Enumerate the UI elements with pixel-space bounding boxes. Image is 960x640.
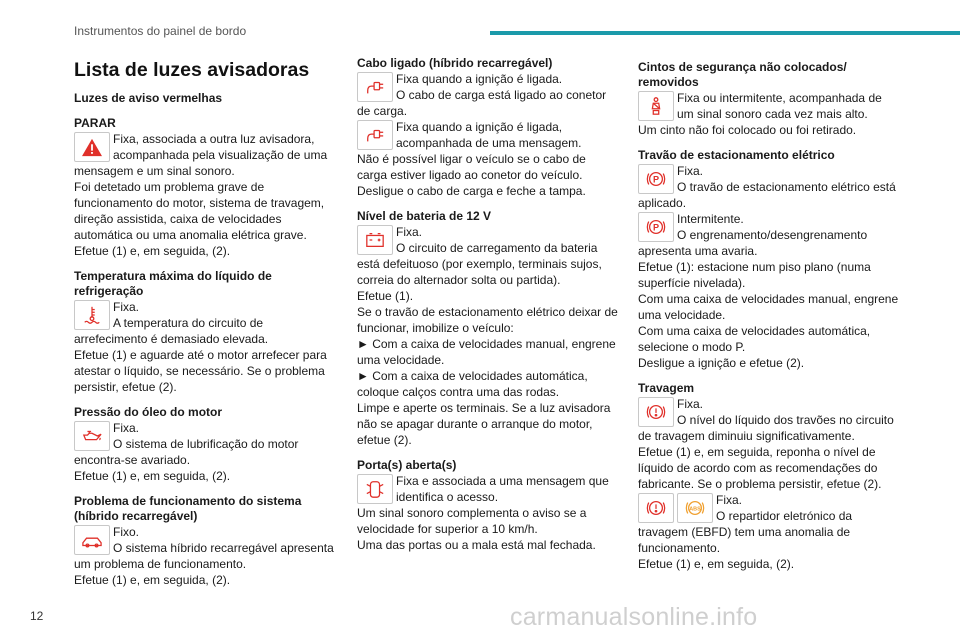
entry-text: Um cinto não foi colocado ou foi retirado. xyxy=(638,123,857,137)
entry-text: Com uma caixa de velocidades automática, selecione o modo P. xyxy=(638,324,871,354)
warning-entry xyxy=(638,396,900,492)
entry-text: ► Com a caixa de velocidades manual, engrene uma velocidade. xyxy=(357,337,616,367)
entry-heading: Nível de bateria de 12 V xyxy=(357,209,492,223)
section-subtitle: Luzes de aviso vermelhas xyxy=(74,91,223,105)
column-1 xyxy=(74,57,336,588)
entry-text: O sistema de lubrificação do motor encontra-se avariado. xyxy=(74,437,299,467)
entry-heading: Problema de funcionamento do sistema (híbrido recarregável) xyxy=(74,494,302,523)
battery-icon xyxy=(357,225,393,255)
oil-pressure-icon xyxy=(74,421,110,451)
stop-triangle-icon xyxy=(74,132,110,162)
entry-text: Efetue (1) e, em seguida, (2). xyxy=(638,557,795,571)
parking-brake-icon xyxy=(638,164,674,194)
entry-heading: Pressão do óleo do motor xyxy=(74,405,223,419)
entry-text: Efetue (1) e, em seguida, reponha o nível de líquido de acordo com as recomendações do fabricante. Se o problema persistir, efetue (2). xyxy=(638,445,882,491)
watermark: carmanualsonline.info xyxy=(510,603,758,631)
svg-text:P: P xyxy=(652,174,660,185)
door-open-icon xyxy=(357,474,393,504)
entry-text: O sistema híbrido recarregável apresenta um problema de funcionamento. xyxy=(74,541,334,571)
entry-text: Um sinal sonoro complementa o aviso se a velocidade for superior a 10 km/h. xyxy=(357,506,587,536)
entry-text: Intermitente. xyxy=(677,212,744,226)
entry-text: Com uma caixa de velocidades manual, engrene uma velocidade. xyxy=(638,292,899,322)
warning-entry xyxy=(74,524,336,588)
entry-text: Fixa quando a ignição é ligada. xyxy=(396,72,563,86)
entry-text: Não é possível ligar o veículo se o cabo de carga estiver ligado ao conetor do veículo. xyxy=(357,152,586,182)
entry-text: O nível do líquido dos travões no circuito de travagem diminuiu significativamente. xyxy=(638,413,894,443)
entry-heading: PARAR xyxy=(74,116,116,130)
warning-entry xyxy=(74,299,336,395)
warning-entry xyxy=(357,473,619,553)
entry-text: Efetue (1) e, em seguida, (2). xyxy=(74,244,231,258)
entry-text: Desligue a ignição e efetue (2). xyxy=(638,356,805,370)
entry-text: O travão de estacionamento elétrico está aplicado. xyxy=(638,180,896,210)
entry-text: Uma das portas ou a mala está mal fechada. xyxy=(357,538,596,552)
page-number: 12 xyxy=(30,609,44,623)
svg-text:P: P xyxy=(652,222,660,233)
entry-text: ► Com a caixa de velocidades automática, coloque calços contra uma das rodas. xyxy=(357,369,588,399)
entry-heading: Travão de estacionamento elétrico xyxy=(638,148,835,162)
charging-cable-icon xyxy=(357,120,393,150)
entry-heading: Temperatura máxima do líquido de refrigeração xyxy=(74,269,272,298)
entry-text: Fixa e associada a uma mensagem que identifica o acesso. xyxy=(396,474,609,504)
entry-heading: Cintos de segurança não colocados/ removidos xyxy=(638,60,847,89)
entry-text: Efetue (1) e, em seguida, (2). xyxy=(74,469,231,483)
brake-warning-icon xyxy=(638,493,674,523)
entry-text: O engrenamento/desengrenamento apresenta uma avaria. xyxy=(638,228,868,258)
entry-text: Efetue (1): estacione num piso plano (numa superfície nivelada). xyxy=(638,260,871,290)
entry-text: Fixo. xyxy=(113,525,140,539)
entry-text: Fixa ou intermitente, acompanhada de um sinal sonoro cada vez mais alto. xyxy=(677,91,882,121)
entry-text: A temperatura do circuito de arrefecimento é demasiado elevada. xyxy=(74,316,269,346)
page-title: Lista de luzes avisadoras xyxy=(74,59,310,81)
parking-brake-icon xyxy=(638,212,674,242)
entry-text: Efetue (1) e, em seguida, (2). xyxy=(74,573,231,587)
hybrid-system-fault-icon xyxy=(74,525,110,555)
entry-text: Efetue (1) e aguarde até o motor arrefecer para atestar o líquido, se necessário. Se o problema persistir, efetue (2). xyxy=(74,348,327,394)
running-header: Instrumentos do painel de bordo xyxy=(74,24,247,38)
coolant-temperature-icon xyxy=(74,300,110,330)
entry-text: O circuito de carregamento da bateria está defeituoso (por exemplo, terminais sujos, correia do alternador solta ou partida). xyxy=(357,241,602,287)
entry-text: Fixa. xyxy=(716,493,743,507)
column-3 xyxy=(638,60,900,572)
warning-entry xyxy=(638,163,900,211)
entry-text: O cabo de carga está ligado ao conetor de carga. xyxy=(357,88,607,118)
warning-entry xyxy=(357,119,619,199)
entry-heading: Travagem xyxy=(638,381,695,395)
entry-text: Fixa. xyxy=(677,164,704,178)
entry-text: Fixa. xyxy=(677,397,704,411)
entry-text: Desligue o cabo de carga e feche a tampa. xyxy=(357,184,586,198)
entry-text: Fixa. xyxy=(113,421,140,435)
abs-ebfd-icon xyxy=(677,493,713,523)
warning-entry xyxy=(638,90,900,138)
entry-text: Fixa. xyxy=(396,225,423,239)
warning-entry xyxy=(357,71,619,119)
warning-entry xyxy=(638,211,900,371)
warning-entry xyxy=(638,492,900,572)
svg-text:ABS: ABS xyxy=(689,506,701,513)
entry-text: Limpe e aperte os terminais. Se a luz avisadora não se apagar durante o arranque do motor, efetue (2). xyxy=(357,401,611,447)
entry-heading: Porta(s) aberta(s) xyxy=(357,458,457,472)
charging-cable-icon xyxy=(357,72,393,102)
entry-text: Fixa quando a ignição é ligada, acompanhada de uma mensagem. xyxy=(396,120,582,150)
entry-text: Fixa, associada a outra luz avisadora, acompanhada pela visualização de uma mensagem e um sinal sonoro. xyxy=(74,132,328,178)
entry-text: Fixa. xyxy=(113,300,140,314)
column-2 xyxy=(357,56,619,553)
header-accent-bar xyxy=(490,31,960,35)
warning-entry xyxy=(357,224,619,448)
entry-text: O repartidor eletrónico da travagem (EBFD) tem uma anomalia de funcionamento. xyxy=(638,509,853,555)
seatbelt-icon xyxy=(638,91,674,121)
warning-entry xyxy=(74,420,336,484)
entry-text: Se o travão de estacionamento elétrico deixar de funcionar, imobilize o veículo: xyxy=(357,305,618,335)
entry-heading: Cabo ligado (híbrido recarregável) xyxy=(357,56,553,70)
warning-entry xyxy=(74,131,336,259)
brake-warning-icon xyxy=(638,397,674,427)
entry-text: Foi detetado um problema grave de funcionamento do motor, sistema de travagem, direção assistida, caixa de velocidades automática ou uma anomalia elétrica grave. xyxy=(74,180,325,242)
entry-text: Efetue (1). xyxy=(357,289,414,303)
